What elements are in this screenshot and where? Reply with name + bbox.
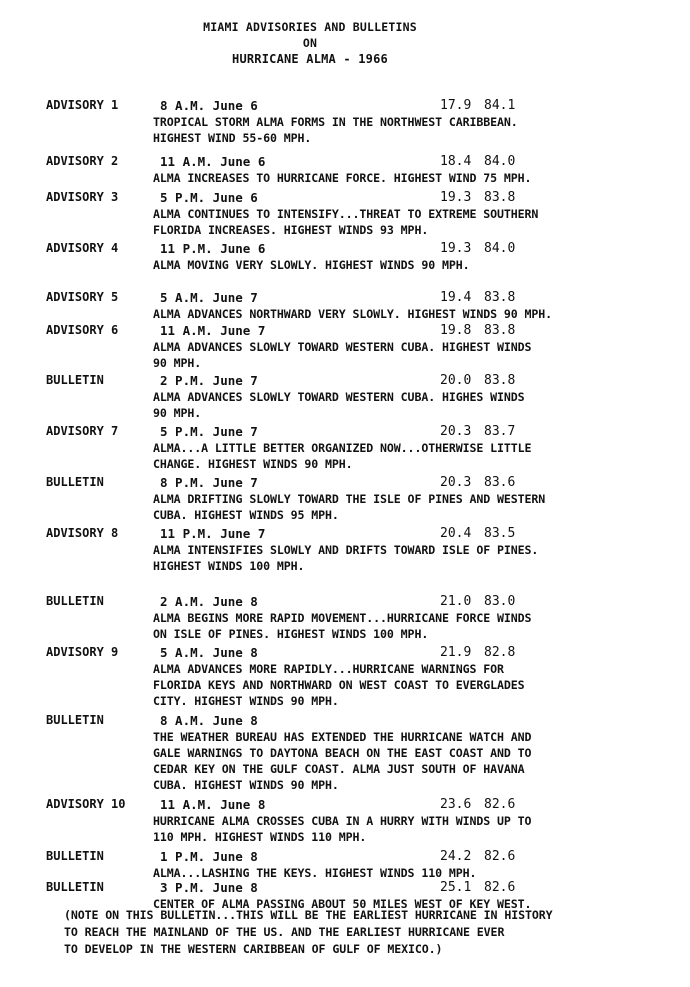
entry-text: ALMA BEGINS MORE RAPID MOVEMENT...HURRICANE FORCE WINDS ON ISLE OF PINES. HIGHEST WINDS 100 MPH. <box>153 611 532 641</box>
entry-latitude: 24.2 <box>440 849 472 864</box>
entry-longitude: 83.8 <box>484 323 516 338</box>
entry-latitude: 21.0 <box>440 594 472 609</box>
entry-time: 11 P.M. June 7 <box>160 526 266 541</box>
entry-label: BULLETIN <box>46 594 104 608</box>
entry-text: THE WEATHER BUREAU HAS EXTENDED THE HURRICANE WATCH AND GALE WARNINGS TO DAYTONA BEACH ON THE EAST COAST AND TO CEDAR KEY ON THE GULF COAST. ALMA JUST SOUTH OF HAVANA CUBA. HIGHEST WINDS 90 MPH. <box>153 730 532 792</box>
entry-text: ALMA ADVANCES NORTHWARD VERY SLOWLY. HIGHEST WINDS 90 MPH. <box>153 307 553 321</box>
entry-time: 2 A.M. June 8 <box>160 594 258 609</box>
entry-latitude: 23.6 <box>440 797 472 812</box>
entry-time: 5 P.M. June 6 <box>160 190 258 205</box>
entry-time: 1 P.M. June 8 <box>160 849 258 864</box>
document-subtitle: HURRICANE ALMA - 1966 <box>232 52 388 66</box>
entry-text: ALMA DRIFTING SLOWLY TOWARD THE ISLE OF PINES AND WESTERN CUBA. HIGHEST WINDS 95 MPH. <box>153 492 546 522</box>
entry-latitude: 17.9 <box>440 98 472 113</box>
entry-time: 5 P.M. June 7 <box>160 424 258 439</box>
entry-longitude: 84.0 <box>484 154 516 169</box>
closing-note: (NOTE ON THIS BULLETIN...THIS WILL BE THE EARLIEST HURRICANE IN HISTORY TO REACH THE MAINLAND OF THE US. AND THE EARLIEST HURRICANE EVER TO DEVELOP IN THE WESTERN CARIBBEAN OF GULF OF MEXICO.) <box>64 908 553 956</box>
entry-text: ALMA INTENSIFIES SLOWLY AND DRIFTS TOWARD ISLE OF PINES. HIGHEST WINDS 100 MPH. <box>153 543 539 573</box>
entry-longitude: 84.0 <box>484 241 516 256</box>
entry-latitude: 19.4 <box>440 290 472 305</box>
entry-longitude: 83.8 <box>484 290 516 305</box>
entry-latitude: 21.9 <box>440 645 472 660</box>
entry-text: ALMA...LASHING THE KEYS. HIGHEST WINDS 110 MPH. <box>153 866 477 880</box>
entry-longitude: 83.5 <box>484 526 516 541</box>
entry-text: CENTER OF ALMA PASSING ABOUT 50 MILES WEST OF KEY WEST. <box>153 897 532 911</box>
entry-text: ALMA CONTINUES TO INTENSIFY...THREAT TO EXTREME SOUTHERN FLORIDA INCREASES. HIGHEST WINDS 93 MPH. <box>153 207 539 237</box>
entry-time: 11 P.M. June 6 <box>160 241 266 256</box>
entry-longitude: 82.8 <box>484 645 516 660</box>
document-title-on: ON <box>302 36 318 50</box>
entry-time: 8 A.M. June 6 <box>160 98 258 113</box>
entry-label: BULLETIN <box>46 713 104 727</box>
entry-text: ALMA ADVANCES MORE RAPIDLY...HURRICANE WARNINGS FOR FLORIDA KEYS AND NORTHWARD ON WEST COAST TO EVERGLADES CITY. HIGHEST WINDS 90 MPH. <box>153 662 525 708</box>
entry-longitude: 83.6 <box>484 475 516 490</box>
entry-longitude: 82.6 <box>484 880 516 895</box>
entry-label: ADVISORY 7 <box>46 424 119 438</box>
entry-time: 8 P.M. June 7 <box>160 475 258 490</box>
entry-latitude: 20.0 <box>440 373 472 388</box>
entry-longitude: 84.1 <box>484 98 516 113</box>
entry-latitude: 20.4 <box>440 526 472 541</box>
entry-label: BULLETIN <box>46 849 104 863</box>
entry-latitude: 20.3 <box>440 475 472 490</box>
entry-time: 8 A.M. June 8 <box>160 713 258 728</box>
entry-latitude: 18.4 <box>440 154 472 169</box>
entry-time: 11 A.M. June 6 <box>160 154 266 169</box>
entry-text: ALMA MOVING VERY SLOWLY. HIGHEST WINDS 90 MPH. <box>153 258 470 272</box>
entry-time: 11 A.M. June 7 <box>160 323 266 338</box>
entry-label: ADVISORY 9 <box>46 645 119 659</box>
entry-label: ADVISORY 1 <box>46 98 119 112</box>
entry-label: ADVISORY 6 <box>46 323 119 337</box>
entry-longitude: 83.7 <box>484 424 516 439</box>
entry-longitude: 83.0 <box>484 594 516 609</box>
entry-time: 11 A.M. June 8 <box>160 797 266 812</box>
entry-label: BULLETIN <box>46 475 104 489</box>
entry-text: ALMA...A LITTLE BETTER ORGANIZED NOW...OTHERWISE LITTLE CHANGE. HIGHEST WINDS 90 MPH. <box>153 441 532 471</box>
entry-latitude: 20.3 <box>440 424 472 439</box>
entry-longitude: 83.8 <box>484 190 516 205</box>
entry-longitude: 83.8 <box>484 373 516 388</box>
entry-latitude: 19.3 <box>440 190 472 205</box>
entry-text: ALMA INCREASES TO HURRICANE FORCE. HIGHEST WIND 75 MPH. <box>153 171 532 185</box>
entry-text: HURRICANE ALMA CROSSES CUBA IN A HURRY WITH WINDS UP TO 110 MPH. HIGHEST WINDS 110 MPH. <box>153 814 532 844</box>
entry-time: 5 A.M. June 7 <box>160 290 258 305</box>
entry-label: ADVISORY 4 <box>46 241 119 255</box>
entry-label: BULLETIN <box>46 880 104 894</box>
entry-label: BULLETIN <box>46 373 104 387</box>
entry-latitude: 19.8 <box>440 323 472 338</box>
entry-label: ADVISORY 2 <box>46 154 119 168</box>
document-title: MIAMI ADVISORIES AND BULLETINS <box>203 20 417 34</box>
entry-longitude: 82.6 <box>484 797 516 812</box>
entry-label: ADVISORY 3 <box>46 190 119 204</box>
entry-label: ADVISORY 8 <box>46 526 119 540</box>
entry-label: ADVISORY 5 <box>46 290 119 304</box>
entry-longitude: 82.6 <box>484 849 516 864</box>
entry-latitude: 19.3 <box>440 241 472 256</box>
entry-time: 2 P.M. June 7 <box>160 373 258 388</box>
entry-time: 3 P.M. June 8 <box>160 880 258 895</box>
entry-text: ALMA ADVANCES SLOWLY TOWARD WESTERN CUBA. HIGHEST WINDS 90 MPH. <box>153 340 532 370</box>
entry-text: ALMA ADVANCES SLOWLY TOWARD WESTERN CUBA. HIGHES WINDS 90 MPH. <box>153 390 525 420</box>
entry-time: 5 A.M. June 8 <box>160 645 258 660</box>
entry-latitude: 25.1 <box>440 880 472 895</box>
entry-label: ADVISORY 10 <box>46 797 126 811</box>
entry-text: TROPICAL STORM ALMA FORMS IN THE NORTHWEST CARIBBEAN. HIGHEST WIND 55-60 MPH. <box>153 115 518 145</box>
